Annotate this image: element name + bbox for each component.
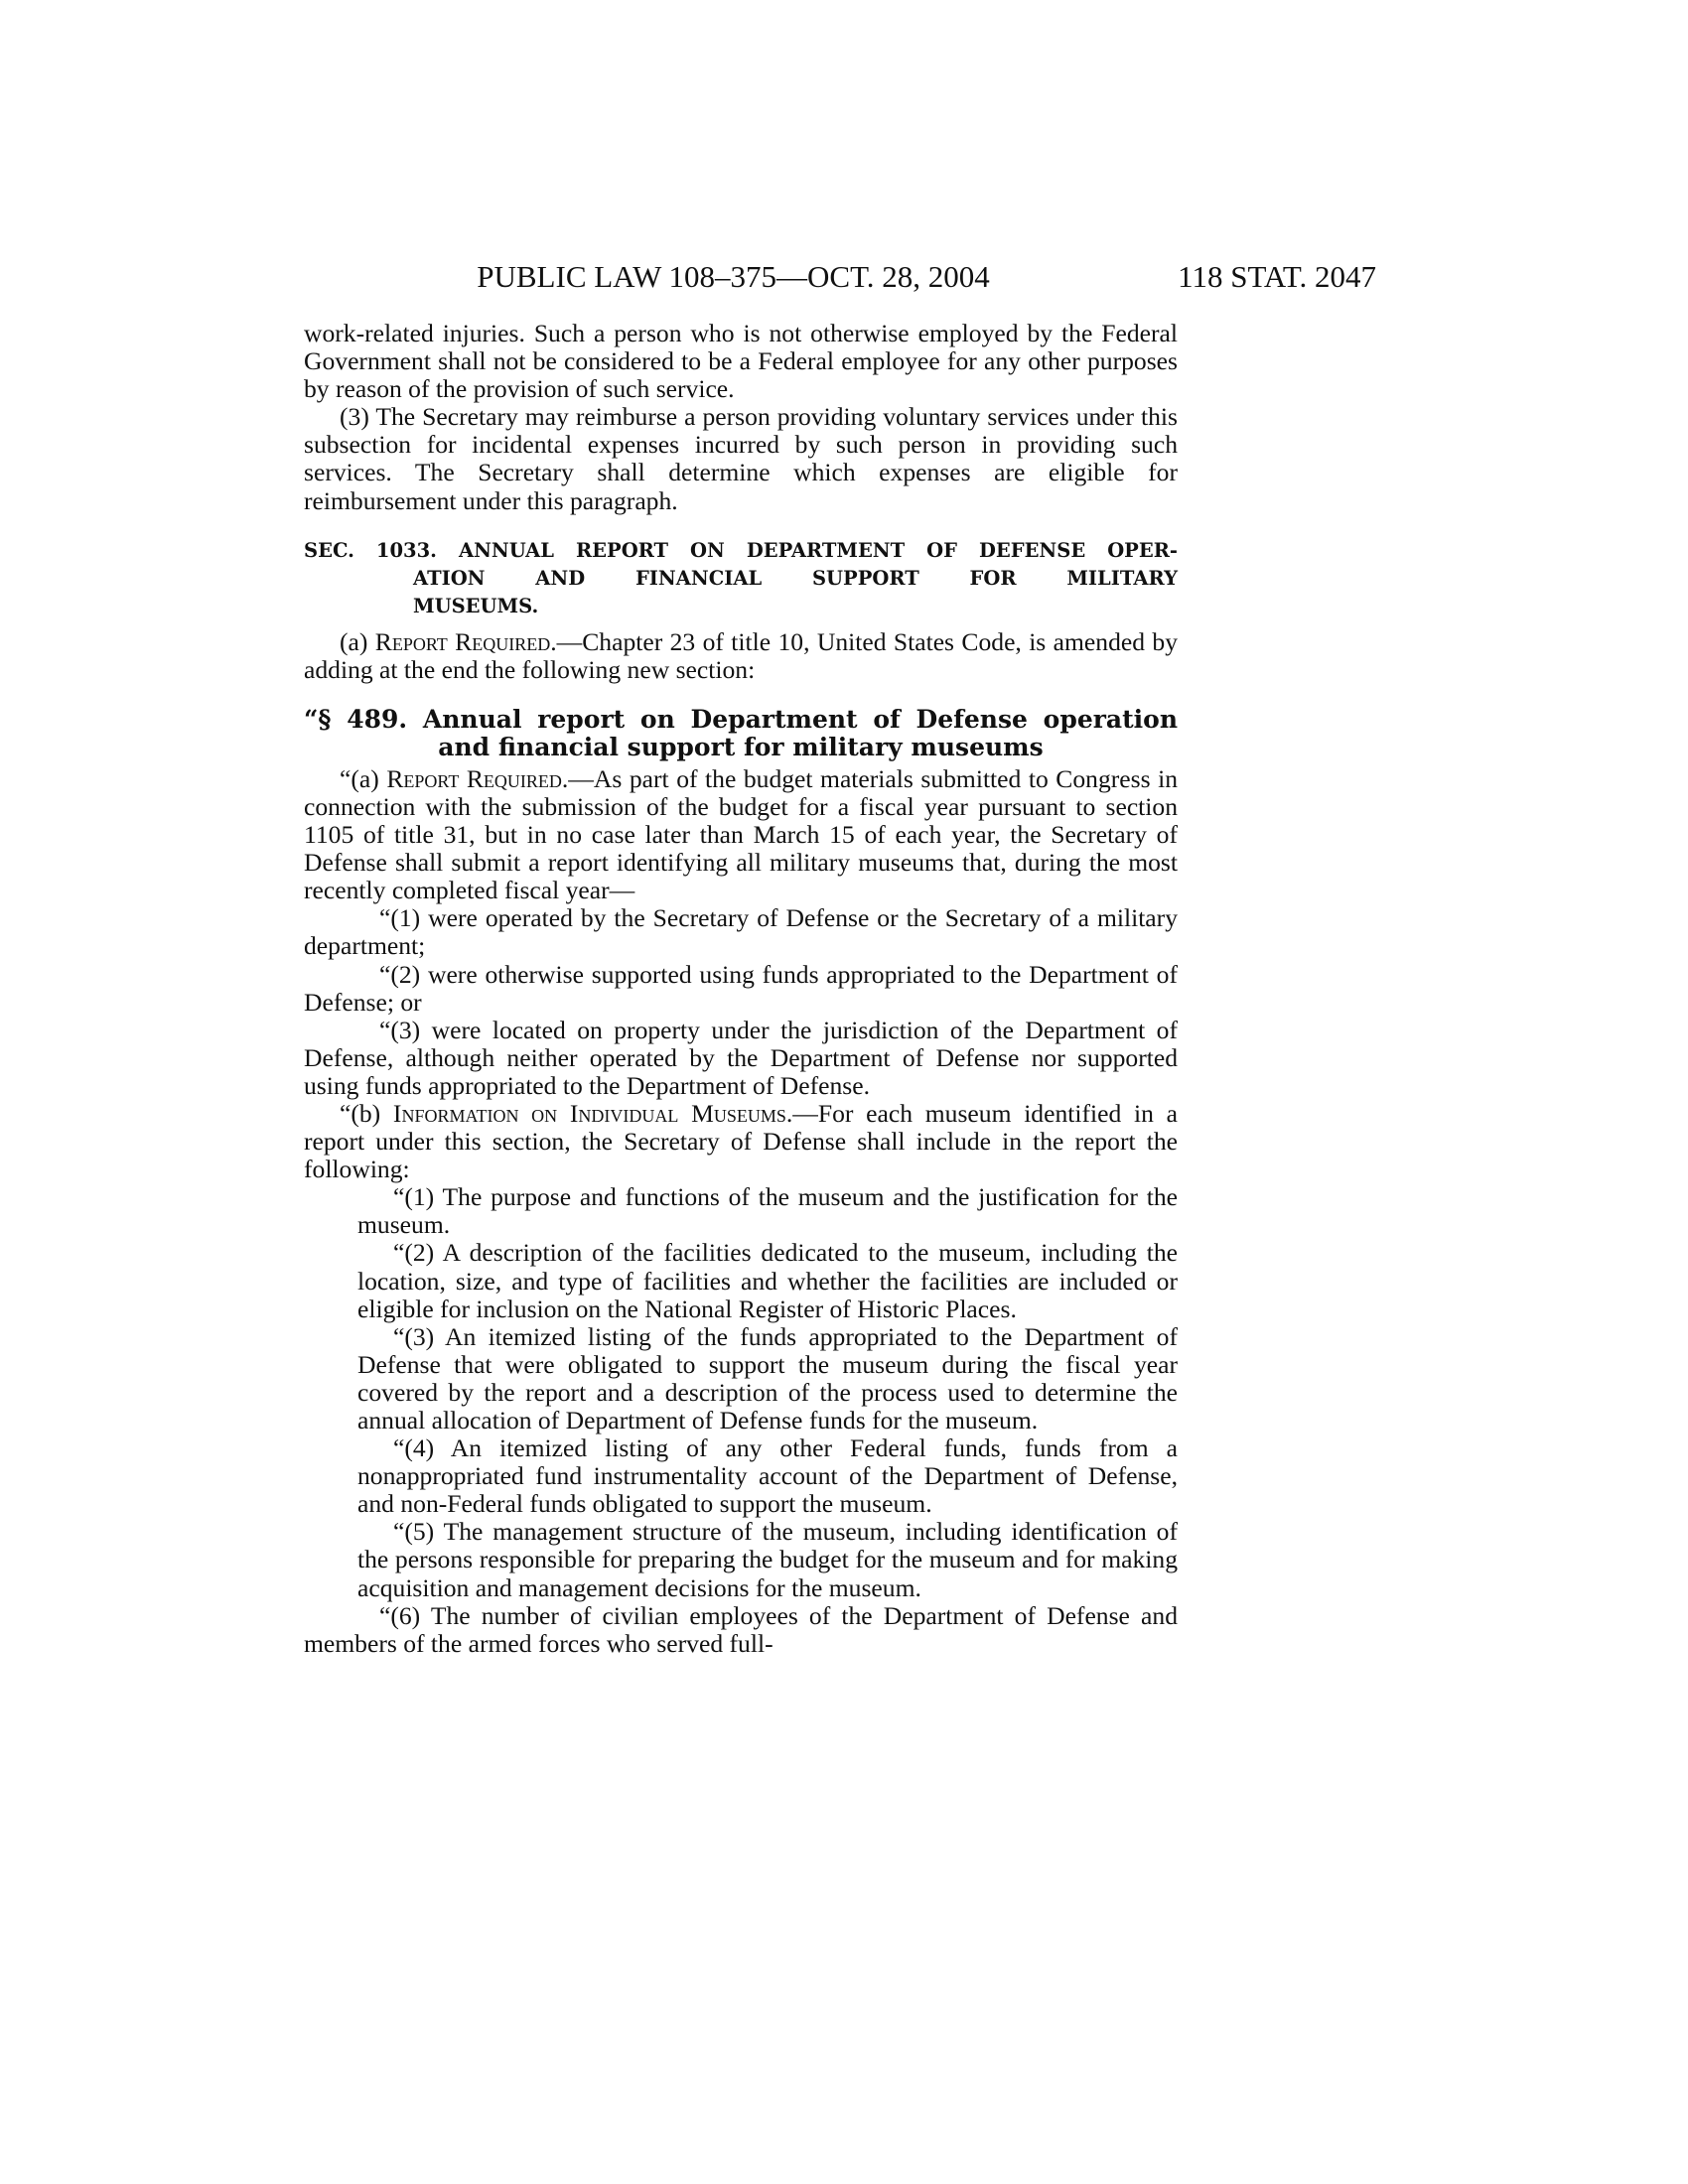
new-b-item-5: “(5) The management structure of the museum, including identification of the persons responsible for preparing the budget for the museum and for making acquisition and management decisions for the museum. (357, 1517, 1178, 1602)
new-section-heading-line-1: “§ 489. Annual report on Department of Defense operation (304, 704, 1178, 734)
section-heading-line-2: ATION AND FINANCIAL SUPPORT FOR MILITARY (413, 566, 1178, 590)
new-subsection-b-label: Information on Individual Museums (392, 1098, 786, 1128)
new-b-item-1: “(1) The purpose and functions of the museum and the justification for the museum. (357, 1182, 1178, 1240)
subsection-a-open: (a) (340, 626, 375, 656)
paragraph-3: (3) The Secretary may reimburse a person providing voluntary services under this subsection for incidental expenses incurred by such person in providing such services. The Secretary shall determine which expenses are eligible for reimbursement under this paragraph. (304, 402, 1178, 515)
subsection-a-label: Report Required (374, 626, 551, 656)
new-a-item-1: “(1) were operated by the Secretary of Defense or the Secretary of a military department; (304, 903, 1178, 961)
new-b-item-2: “(2) A description of the facilities dedicated to the museum, including the location, size, and type of facilities and whether the facilities are included or eligible for inclusion on the National Register of Historic Places. (357, 1238, 1178, 1323)
section-heading-line-3: MUSEUMS. (413, 594, 539, 617)
section-heading-line-1: SEC. 1033. ANNUAL REPORT ON DEPARTMENT OF DEFENSE OPER- (304, 538, 1178, 562)
new-b-item-6: “(6) The number of civilian employees of the Department of Defense and members of the armed forces who served full- (304, 1600, 1178, 1658)
new-a-item-3: “(3) were located on property under the jurisdiction of the Department of Defense, although neither operated by the Department of Defense nor supported using funds appropriated to the Department of Defense. (304, 1015, 1178, 1100)
new-subsection-b-text: .—For each museum identified in a report under this section, the Secretary of Defense shall include in the report the following: (304, 1098, 1178, 1184)
new-a-item-2: “(2) were otherwise supported using funds appropriated to the Department of Defense; or (304, 959, 1178, 1017)
continuation-paragraph: work-related injuries. Such a person who is not otherwise employed by the Federal Government shall not be considered to be a Federal employee for any other purposes by reason of the provision of such service. (304, 319, 1178, 404)
new-section-heading-line-2: and financial support for military museums (438, 732, 1044, 761)
subsection-a (304, 628, 1178, 684)
new-subsection-a-text: .—As part of the budget materials submitted to Congress in connection with the submission of the budget for a fiscal year pursuant to section 1105 of title 31, but in no case later than March 15 of each year, the Secretary of Defense shall submit a report identifying all military museums that, during the most recently completed fiscal year— (304, 763, 1179, 905)
public-law-citation: PUBLIC LAW 108–375—OCT. 28, 2004 (477, 259, 990, 294)
new-subsection-a-open: “(a) (340, 763, 387, 793)
document-body (304, 320, 1178, 1658)
section-1033-heading (304, 537, 1178, 620)
new-subsection-a-label: Report Required (386, 763, 562, 793)
subsection-a-text: .—Chapter 23 of title 10, United States Code, is amended by adding at the end the following new section: (304, 626, 1178, 684)
new-subsection-b (304, 1100, 1178, 1183)
new-section-489-heading (304, 706, 1178, 761)
new-b-item-4: “(4) An itemized listing of any other Federal funds, funds from a nonappropriated fund instrumentality account of the Department of Defense, and non-Federal funds obligated to support the museum. (357, 1433, 1178, 1519)
statute-page-number: 118 STAT. 2047 (1178, 259, 1376, 294)
new-b-item-3: “(3) An itemized listing of the funds appropriated to the Department of Defense that were obligated to support the museum during the fiscal year covered by the report and a description of the process used to determine the annual allocation of Department of Defense funds for the museum. (357, 1321, 1178, 1434)
new-subsection-b-open: “(b) (340, 1098, 393, 1128)
new-subsection-a (304, 765, 1178, 904)
